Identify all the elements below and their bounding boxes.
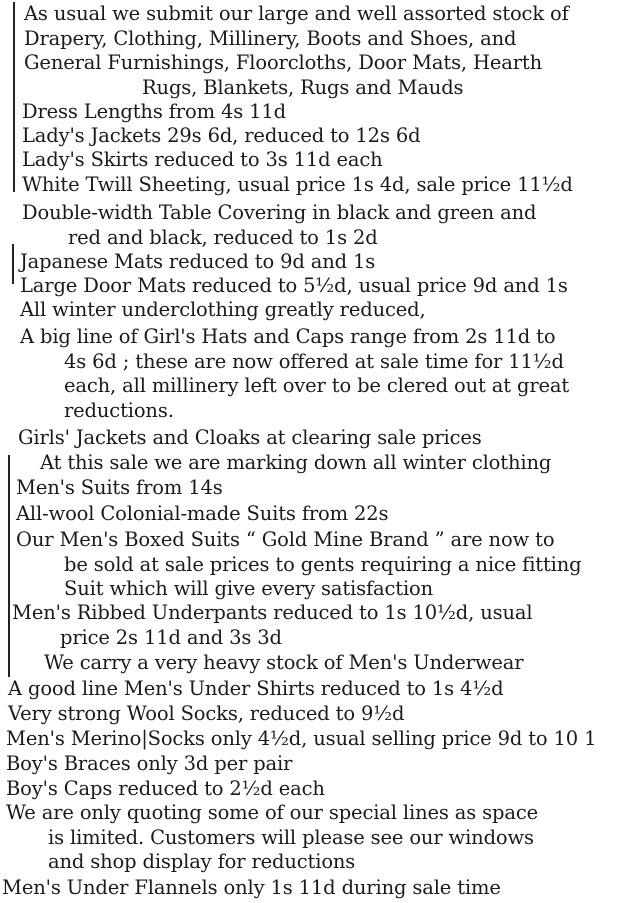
list-item — [20, 274, 568, 299]
text-line: Dress Lengths from 4s 11d — [22, 100, 286, 123]
text-line: At this sale we are marking down all winter clothing — [40, 451, 552, 474]
text-line: each, all millinery left over to be clered out at great — [64, 374, 570, 397]
text-line: All-wool Colonial-made Suits from 22s — [16, 502, 389, 525]
text-line: Rugs, Blankets, Rugs and Mauds — [142, 75, 464, 99]
text-line: Boy's Braces only 3d per pair — [6, 752, 293, 775]
list-item — [8, 702, 404, 727]
text-line: As usual we submit our large and well assorted stock of — [24, 2, 569, 25]
intro-paragraph — [24, 2, 569, 100]
text-line: 4s 6d ; these are now offered at sale time for 11½d — [64, 349, 564, 373]
list-item — [6, 727, 596, 752]
list-item — [12, 601, 532, 650]
text-line: and shop display for reductions — [48, 850, 356, 873]
list-item — [20, 250, 375, 275]
list-item — [16, 476, 223, 501]
text-line: Very strong Wool Socks, reduced to 9½d — [8, 702, 405, 725]
text-line: red and black, reduced to 1s 2d — [68, 225, 378, 249]
text-line: White Twill Sheeting, usual price 1s 4d, sale price 11½d — [22, 173, 573, 196]
list-item — [22, 124, 420, 149]
text-line: Japanese Mats reduced to 9d and 1s — [20, 250, 376, 273]
column-rule — [12, 244, 14, 284]
text-line: is limited. Customers will please see our windows — [48, 825, 534, 849]
text-line: A good line Men's Under Shirts reduced to 1s 4½d — [8, 677, 504, 700]
text-line: General Furnishings, Floorcloths, Door Mats, Hearth — [24, 51, 543, 74]
text-line: Girls' Jackets and Cloaks at clearing sale prices — [18, 426, 482, 449]
text-line: Boy's Caps reduced to 2½d each — [6, 777, 325, 800]
text-line: price 2s 11d and 3s 3d — [60, 625, 282, 649]
text-line: All winter underclothing greatly reduced, — [20, 298, 426, 321]
text-line: We are only quoting some of our special lines as space — [6, 801, 539, 824]
list-item — [20, 298, 426, 323]
text-line: Suit which will give every satisfaction — [64, 577, 434, 600]
list-item — [16, 528, 581, 602]
text-line: Double-width Table Covering in black and green and — [22, 201, 537, 224]
text-line: Large Door Mats reduced to 5½d, usual price 9d and 1s — [20, 274, 568, 297]
list-item — [22, 148, 383, 173]
text-line: Lady's Skirts reduced to 3s 11d each — [22, 148, 383, 171]
list-item — [18, 426, 482, 451]
text-line: Men's Under Flannels only 1s 11d during sale time — [2, 876, 501, 899]
list-item — [22, 173, 573, 198]
text-line: reductions. — [64, 398, 174, 422]
text-line: Lady's Jackets 29s 6d, reduced to 12s 6d — [22, 124, 421, 147]
column-rule — [13, 2, 15, 192]
column-rule — [8, 455, 10, 677]
list-item — [8, 677, 503, 702]
text-line: be sold at sale prices to gents requiring a nice fitting — [64, 552, 582, 576]
list-item — [2, 876, 501, 901]
list-item — [6, 752, 292, 777]
list-item — [22, 201, 536, 250]
text-line: Drapery, Clothing, Millinery, Boots and Shoes, and — [24, 26, 517, 50]
list-item — [6, 777, 325, 802]
section-heading — [44, 651, 523, 676]
text-line: A big line of Girl's Hats and Caps range from 2s 11d to — [20, 325, 556, 348]
list-item — [22, 100, 286, 125]
list-item — [20, 325, 569, 423]
text-line: Men's Suits from 14s — [16, 476, 223, 499]
text-line: Men's Merino|Socks only 4½d, usual selling price 9d to 10 1 — [6, 727, 597, 750]
text-line: We carry a very heavy stock of Men's Underwear — [44, 651, 524, 674]
text-line: Our Men's Boxed Suits “ Gold Mine Brand ” are now to — [16, 528, 555, 551]
list-item — [6, 801, 538, 875]
list-item — [16, 502, 388, 527]
text-line: Men's Ribbed Underpants reduced to 1s 10½d, usual — [12, 601, 533, 624]
section-heading — [40, 451, 551, 476]
